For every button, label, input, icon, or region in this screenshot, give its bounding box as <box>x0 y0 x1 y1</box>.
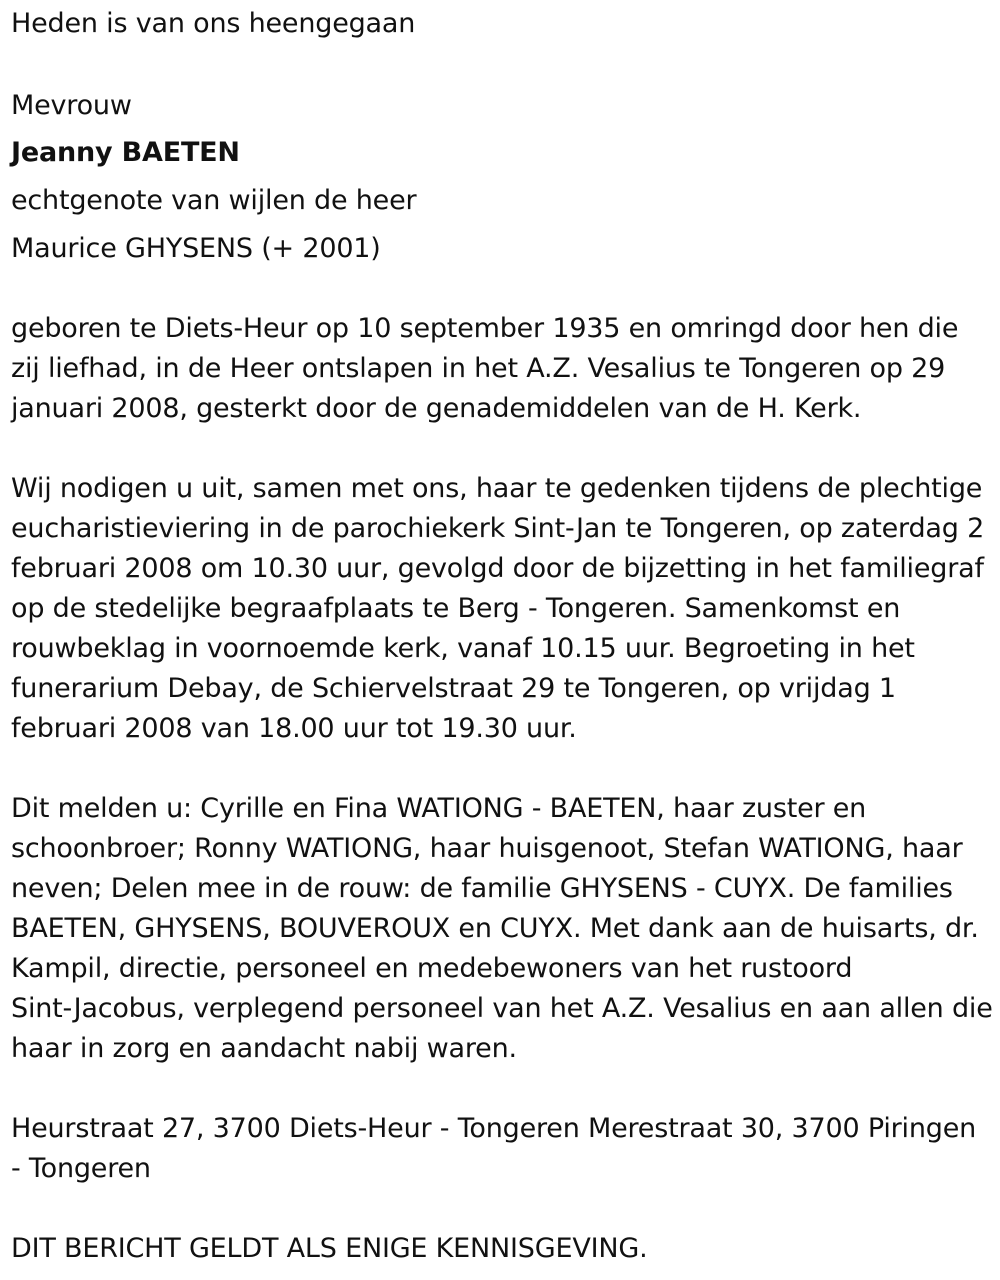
paragraph-line: - Tongeren <box>11 1153 151 1184</box>
paragraph-line: geboren te Diets-Heur op 10 september 1935 en omringd door hen die <box>11 313 959 344</box>
salutation: Mevrouw <box>11 90 132 121</box>
paragraph-line: eucharistieviering in de parochiekerk Sint-Jan te Tongeren, op zaterdag 2 <box>11 513 985 544</box>
closing-statement: DIT BERICHT GELDT ALS ENIGE KENNISGEVING. <box>11 1233 648 1264</box>
paragraph-line: haar in zorg en aandacht nabij waren. <box>11 1033 517 1064</box>
paragraph-line: op de stedelijke begraafplaats te Berg - Tongeren. Samenkomst en <box>11 593 901 624</box>
paragraph-line: januari 2008, gesterkt door de genademiddelen van de H. Kerk. <box>11 393 862 424</box>
relation-line-1: echtgenote van wijlen de heer <box>11 185 417 216</box>
paragraph-line: schoonbroer; Ronny WATIONG, haar huisgenoot, Stefan WATIONG, haar <box>11 833 963 864</box>
intro-text: Heden is van ons heengegaan <box>11 8 416 39</box>
paragraph-line: funerarium Debay, de Schiervelstraat 29 te Tongeren, op vrijdag 1 <box>11 673 896 704</box>
paragraph-line: februari 2008 om 10.30 uur, gevolgd door de bijzetting in het familiegraf <box>11 553 984 584</box>
paragraph-line: neven; Delen mee in de rouw: de familie GHYSENS - CUYX. De families <box>11 873 953 904</box>
paragraph-line: Wij nodigen u uit, samen met ons, haar te gedenken tijdens de plechtige <box>11 473 983 504</box>
paragraph-line: Heurstraat 27, 3700 Diets-Heur - Tongeren Merestraat 30, 3700 Piringen <box>11 1113 977 1144</box>
paragraph-line: Sint-Jacobus, verplegend personeel van het A.Z. Vesalius en aan allen die <box>11 993 993 1024</box>
paragraph-line: Dit melden u: Cyrille en Fina WATIONG - BAETEN, haar zuster en <box>11 793 867 824</box>
paragraph-line: rouwbeklag in voornoemde kerk, vanaf 10.15 uur. Begroeting in het <box>11 633 915 664</box>
paragraph-line: BAETEN, GHYSENS, BOUVEROUX en CUYX. Met dank aan de huisarts, dr. <box>11 913 979 944</box>
paragraph-line: februari 2008 van 18.00 uur tot 19.30 uur. <box>11 713 577 744</box>
paragraph-line: zij liefhad, in de Heer ontslapen in het A.Z. Vesalius te Tongeren op 29 <box>11 353 946 384</box>
relation-line-2: Maurice GHYSENS (+ 2001) <box>11 233 381 264</box>
paragraph-line: Kampil, directie, personeel en medebewoners van het rustoord <box>11 953 853 984</box>
deceased-name: Jeanny BAETEN <box>11 137 240 168</box>
